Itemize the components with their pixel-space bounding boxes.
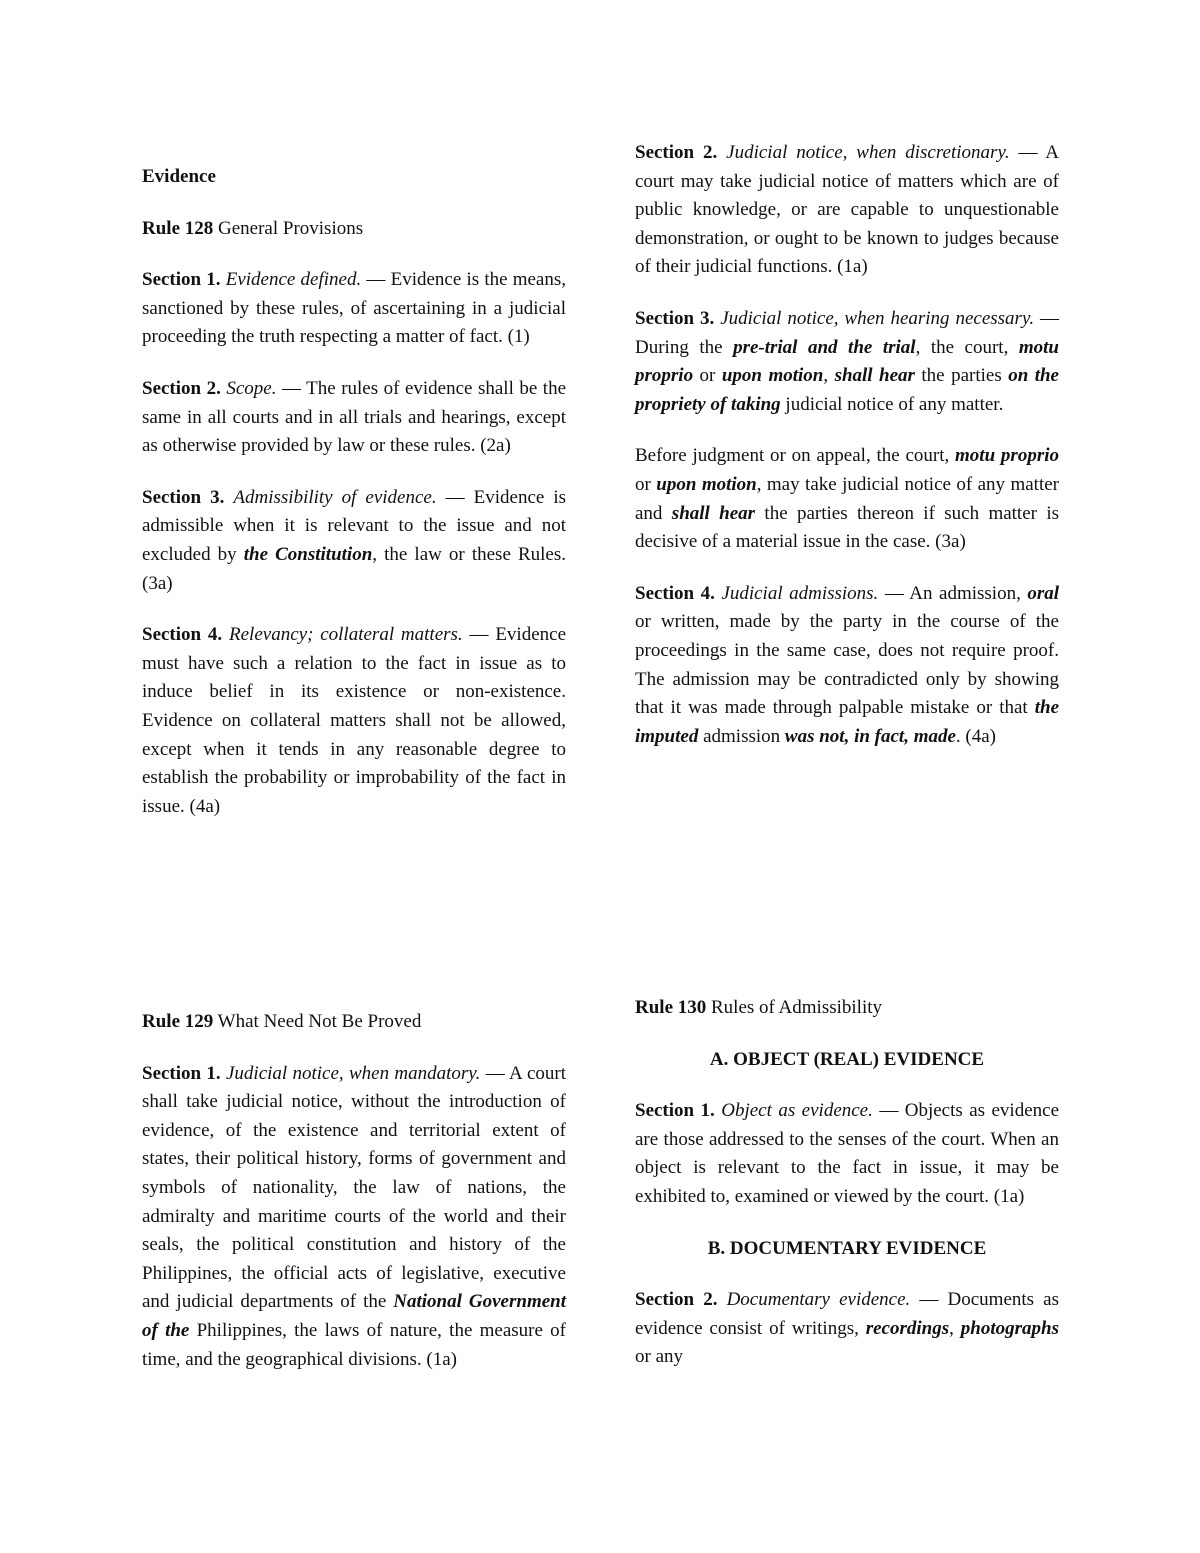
section-text: , <box>823 365 835 387</box>
amendment-emphasis: recordings <box>865 1317 950 1339</box>
section-heading: Scope. <box>226 377 277 399</box>
section-text: — A court may take judicial notice of matters which are of public knowledge, or are capable to unquestionable demonstration, or ought to be known to judges because of their judicial functions. (1a) <box>635 142 1060 278</box>
rule-label: Rule 130 <box>635 997 707 1018</box>
section-text: or <box>693 365 722 387</box>
section-text: admission <box>698 725 785 747</box>
section-heading: Relevancy; collateral matters. <box>229 624 463 646</box>
amendment-emphasis: photographs <box>960 1317 1059 1339</box>
amendment-emphasis: the imputed <box>635 697 1059 747</box>
section-text: judicial notice of any matter. <box>780 393 1004 415</box>
rule-128-section-4 <box>142 621 566 821</box>
section-label: Section 1. <box>142 1062 221 1084</box>
section-label: Section 4. <box>635 582 715 604</box>
section-label: Section 1. <box>142 269 221 291</box>
section-text: , may take judicial notice of any matter and <box>635 473 1060 524</box>
section-heading: Admissibility of evidence. <box>233 486 437 508</box>
section-text: — An admission, <box>878 582 1028 604</box>
section-text: the parties <box>914 365 1009 387</box>
amendment-emphasis: the Constitution <box>243 543 373 565</box>
rule-130-section-1 <box>635 1097 1059 1211</box>
amendment-emphasis: on the propriety of taking <box>635 365 1059 415</box>
rule-130-heading <box>635 994 1059 1023</box>
section-text: . (4a) <box>955 725 997 747</box>
section-label: Section 2. <box>142 377 221 399</box>
amendment-emphasis: shall hear <box>671 502 756 524</box>
amendment-emphasis: motu proprio <box>635 336 1059 387</box>
amendment-emphasis: oral <box>1027 582 1060 604</box>
rule-128-section-2 <box>142 375 566 461</box>
section-label: Section 2. <box>635 1289 718 1311</box>
rule-128-section-1 <box>142 266 566 352</box>
rule-128-heading <box>142 215 566 244</box>
amendment-emphasis: upon motion <box>721 365 824 387</box>
section-heading: Judicial notice, when hearing necessary. <box>720 307 1035 329</box>
section-text: — Evidence is admissible when it is relevant to the issue and not excluded by <box>142 486 566 565</box>
section-text: Philippines, the laws of nature, the measure of time, and the geographical divisions. (1a) <box>142 1319 567 1370</box>
section-label: Section 3. <box>142 486 225 508</box>
section-label: Section 1. <box>635 1100 715 1122</box>
section-text: , the court, <box>915 336 1019 358</box>
section-text: , <box>949 1317 961 1339</box>
amendment-emphasis: pre-trial and the trial <box>733 336 916 358</box>
section-heading: Judicial notice, when mandatory. <box>225 1062 481 1084</box>
amendment-emphasis: shall hear <box>834 365 915 387</box>
rule-title: General Provisions <box>218 217 364 239</box>
column-rule-130 <box>635 994 1059 1395</box>
rule-129-section-1 <box>142 1060 566 1375</box>
section-text: Before judgment or on appeal, the court, <box>635 445 956 467</box>
document-title: Evidence <box>142 166 216 187</box>
rule-129-section-3 <box>635 305 1059 419</box>
section-text: — Evidence must have such a relation to the fact in issue as to induce belief in its existence or non-existence. Evidence on collateral matters shall not be allowed, except when it tends in any reasonable degree to establish the probability or improbability of the fact in issue. (4a) <box>142 624 567 817</box>
section-text: — During the <box>635 307 1059 358</box>
section-heading: Judicial notice, when discretionary. <box>726 142 1010 163</box>
amendment-emphasis: motu proprio <box>955 445 1059 467</box>
section-text: the parties thereon if such matter is decisive of a material issue in the case. (3a) <box>635 502 1059 553</box>
subheading-documentary-evidence: B. DOCUMENTARY EVIDENCE <box>707 1237 987 1259</box>
section-label: Section 4. <box>142 624 223 646</box>
section-text: or written, made by the party in the course of the proceedings in the same case, does not require proof. The admission may be contradicted only by showing that it was made through palpable mistake or that <box>635 611 1059 719</box>
rule-129-section-4 <box>635 580 1059 752</box>
section-heading: Object as evidence. <box>721 1100 873 1122</box>
column-rule-129 <box>142 1008 566 1397</box>
rule-label: Rule 128 <box>142 217 214 239</box>
section-heading: Judicial admissions. <box>721 582 879 604</box>
section-text: — The rules of evidence shall be the same in all courts and in all trials and hearings, except as otherwise provided by law or these rules. (2a) <box>142 377 567 457</box>
column-rule-128 <box>142 163 566 844</box>
rule-129-section-2 <box>635 139 1059 282</box>
section-heading: Documentary evidence. <box>726 1289 911 1311</box>
rule-129-heading <box>142 1008 566 1037</box>
section-label: Section 2. <box>635 142 718 163</box>
section-text: — Evidence is the means, sanctioned by these rules, of ascertaining in a judicial proceeding the truth respecting a matter of fact. (1) <box>142 269 567 348</box>
section-label: Section 3. <box>635 307 715 329</box>
section-text: or <box>635 473 657 495</box>
rule-label: Rule 129 <box>142 1011 214 1032</box>
rule-title: Rules of Admissibility <box>711 997 883 1018</box>
amendment-emphasis: was not, in fact, made <box>784 725 956 747</box>
rule-130-section-2 <box>635 1286 1059 1372</box>
rule-title: What Need Not Be Proved <box>217 1011 422 1032</box>
section-text: or any <box>635 1346 684 1368</box>
section-text: — Objects as evidence are those addressed to the senses of the court. When an object is relevant to the fact in issue, it may be exhibited to, examined or viewed by the court. (1a) <box>635 1100 1060 1207</box>
section-heading: Evidence defined. <box>225 269 362 291</box>
subheading-object-evidence: A. OBJECT (REAL) EVIDENCE <box>709 1048 985 1070</box>
amendment-emphasis: upon motion <box>656 473 757 495</box>
section-text: — Documents as evidence consist of writings, <box>635 1289 1059 1339</box>
amendment-emphasis: National Government of the <box>142 1291 567 1341</box>
column-rule-129-continued <box>635 139 1059 774</box>
rule-128-section-3 <box>142 484 566 598</box>
section-text: , the law or these Rules. (3a) <box>142 543 566 594</box>
section-text: — A court shall take judicial notice, without the introduction of evidence, of the existence and territorial extent of states, their political history, forms of government and symbols of nationality, the law of nations, the admiralty and maritime courts of the world and their seals, the political constitution and history of the Philippines, the official acts of legislative, executive and judicial departments of the <box>142 1062 567 1313</box>
rule-129-section-3-paragraph-2 <box>635 442 1059 556</box>
